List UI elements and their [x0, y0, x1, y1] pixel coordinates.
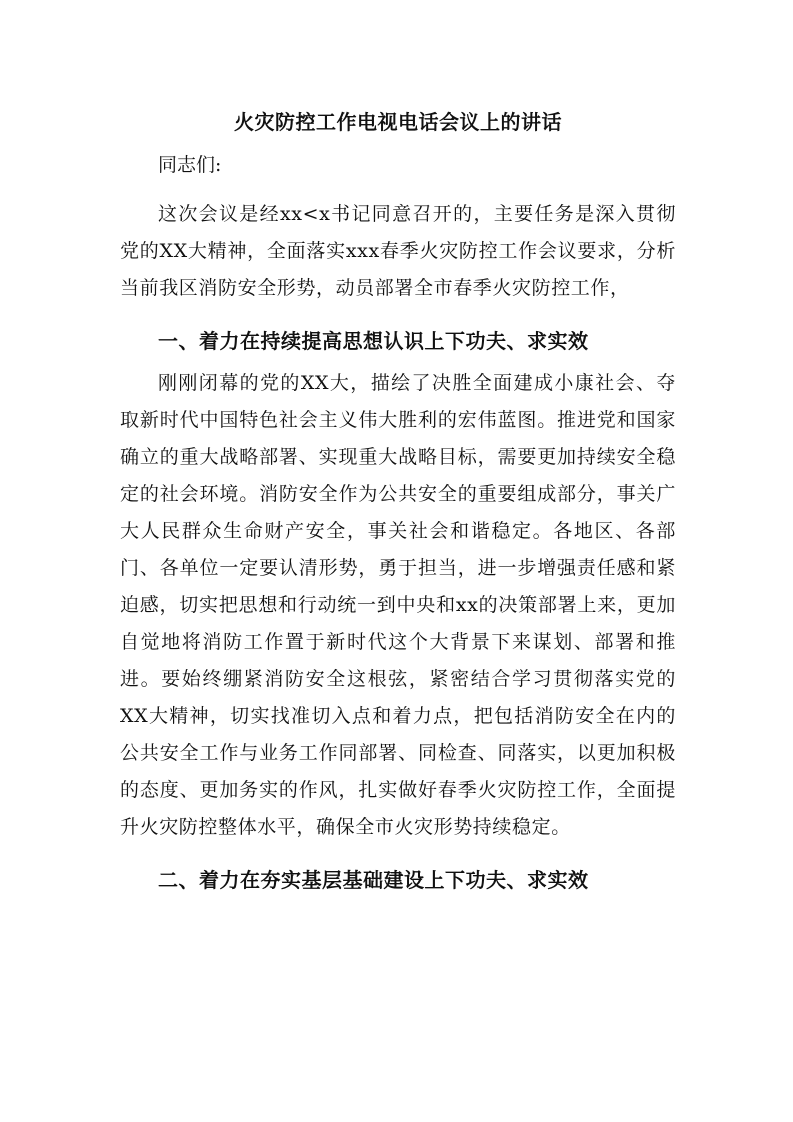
salutation: 同志们: — [158, 154, 222, 176]
document-title: 火灾防控工作电视电话会议上的讲话 — [234, 110, 562, 134]
section-heading-1: 一、着力在持续提高思想认识上下功夫、求实效 — [158, 329, 589, 353]
document-body — [120, 104, 676, 902]
paragraph-intro: 这次会议是经xx<x书记同意召开的，主要任务是深入贯彻党的XX大精神，全面落实xxx春季火灾防控工作会议要求，分析当前我区消防安全形势，动员部署全市春季火灾防控工作， — [120, 203, 676, 299]
paragraph-section-1: 刚刚闭幕的党的XX大，描绘了决胜全面建成小康社会、夺取新时代中国特色社会主义伟大胜利的宏伟蓝图。推进党和国家确立的重大战略部署、实现重大战略目标，需要更加持续安全稳定的社会环境。消防安全作为公共安全的重要组成部分，事关广大人民群众生命财产安全，事关社会和谐稳定。各地区、各部门、各单位一定要认清形势，勇于担当，进一步增强责任感和紧迫感，切实把思想和行动统一到中央和xx的决策部署上来，更加自觉地将消防工作置于新时代这个大背景下来谋划、部署和推进。要始终绷紧消防安全这根弦，紧密结合学习贯彻落实党的XX大精神，切实找准切入点和着力点，把包括消防安全在内的公共安全工作与业务工作同部署、同检查、同落实，以更加积极的态度、更加务实的作风，扎实做好春季火灾防控工作，全面提升火灾防控整体水平，确保全市火灾形势持续稳定。 — [120, 372, 676, 838]
section-heading-2: 二、着力在夯实基层基础建设上下功夫、求实效 — [158, 868, 589, 892]
